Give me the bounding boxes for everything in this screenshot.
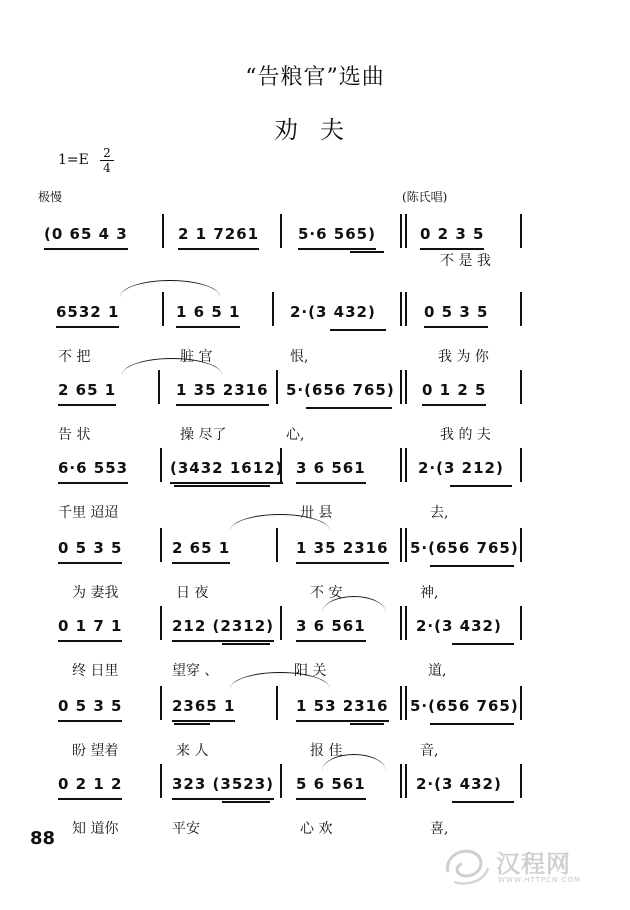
lyric-line: 不 把	[58, 349, 91, 365]
lyric-line: 报 佳	[310, 743, 343, 759]
measure: 212 (2312)	[172, 612, 274, 642]
measure: 3 6 561	[296, 454, 366, 484]
underline	[450, 485, 512, 487]
lyric-line: 道,	[428, 663, 447, 679]
double-underline	[174, 723, 210, 725]
lyric-line: 日 夜	[176, 585, 209, 601]
measure: 2365 1	[172, 692, 235, 722]
measure: 3 6 561	[296, 612, 366, 642]
double-barline	[400, 292, 407, 326]
measure: 1 35 2316	[176, 376, 269, 406]
barline	[520, 214, 522, 248]
measure: 0 1 2 5	[422, 376, 486, 406]
barline	[520, 292, 522, 326]
barline	[160, 606, 162, 640]
barline	[280, 606, 282, 640]
measure: 2·(3 432)	[416, 617, 502, 635]
lyric-line: 脏 官	[180, 349, 213, 365]
measure: 323 (3523)	[172, 770, 274, 800]
double-underline	[222, 801, 270, 803]
measure: 2 65 1	[172, 534, 230, 564]
lyric-line: 终 日里	[72, 663, 119, 679]
lyric-line: 阳 关	[294, 663, 327, 679]
double-underline	[174, 485, 270, 487]
barline	[276, 686, 278, 720]
underline	[452, 643, 514, 645]
double-barline	[400, 370, 407, 404]
page-number: 88	[30, 828, 56, 849]
measure: 0 5 3 5	[424, 298, 488, 328]
watermark-brand: 汉程网	[496, 850, 571, 878]
barline	[160, 448, 162, 482]
barline	[160, 764, 162, 798]
barline	[520, 370, 522, 404]
lyric-line: 千里 迢迢	[58, 505, 119, 521]
meter-bottom: 4	[103, 161, 111, 175]
lyric-line: 我 的 夫	[440, 427, 491, 443]
underline	[330, 329, 386, 331]
lyric-line: 心 欢	[300, 821, 333, 837]
measure: (0 65 4 3	[44, 220, 128, 250]
measure: 2·(3 432)	[416, 775, 502, 793]
lyric-line: 盼 望着	[72, 743, 119, 759]
meter-top: 2	[100, 146, 114, 161]
underline	[306, 407, 392, 409]
lyric-line: 神,	[420, 585, 439, 601]
measure: 0 2 1 2	[58, 770, 122, 800]
barline	[160, 686, 162, 720]
measure: 6532 1	[56, 298, 119, 328]
double-underline	[350, 251, 384, 253]
measure: 0 2 3 5	[420, 220, 484, 250]
lyric-line: 知 道你	[72, 821, 119, 837]
lyric-line: 卅 县	[300, 505, 333, 521]
double-barline	[400, 448, 407, 482]
measure: 5·(656 765)	[410, 539, 519, 557]
barline	[520, 764, 522, 798]
double-underline	[350, 723, 384, 725]
underline	[430, 565, 514, 567]
barline	[162, 292, 164, 326]
measure: 6·6 553	[58, 454, 128, 484]
lyric-line: 不 安	[310, 585, 343, 601]
barline	[520, 606, 522, 640]
double-barline	[400, 528, 407, 562]
tempo-marking: 极慢	[38, 190, 63, 204]
lyric-line: 音,	[420, 743, 439, 759]
lyric-line: 我 为 你	[438, 349, 489, 365]
lyric-line: 恨,	[290, 349, 309, 365]
double-barline	[400, 606, 407, 640]
measure: 5·(656 765)	[410, 697, 519, 715]
song-title: “告粮官”选曲	[245, 65, 385, 90]
measure: 2·(3 432)	[290, 303, 376, 321]
key-signature: 1=E	[58, 152, 89, 168]
singer-credit: (陈氏唱)	[402, 190, 448, 204]
measure: 1 6 5 1	[176, 298, 240, 328]
measure: 5 6 561	[296, 770, 366, 800]
time-signature	[100, 146, 114, 175]
measure: 1 35 2316	[296, 534, 389, 564]
lyric-line: 喜,	[430, 821, 449, 837]
lyric-line: 来 人	[176, 743, 209, 759]
double-barline	[400, 764, 407, 798]
barline	[520, 448, 522, 482]
lyric-line: 操 尽了	[180, 427, 227, 443]
double-barline	[400, 686, 407, 720]
lyric-line: 平安	[172, 821, 200, 837]
barline	[520, 528, 522, 562]
lyric-line: 望穿 、	[172, 663, 219, 679]
watermark-url: WWW.HTTPCN.COM	[498, 876, 581, 884]
measure: 2 1 7261	[178, 220, 259, 250]
measure: 0 1 7 1	[58, 612, 122, 642]
barline	[160, 528, 162, 562]
barline	[272, 292, 274, 326]
barline	[276, 528, 278, 562]
watermark-swirl-icon	[440, 842, 492, 888]
measure: 5·6 565)	[298, 220, 376, 250]
lyric-line: 告 状	[58, 427, 91, 443]
barline	[520, 686, 522, 720]
double-underline	[222, 643, 270, 645]
measure: 1 53 2316	[296, 692, 389, 722]
measure: 5·(656 765)	[286, 381, 395, 399]
barline	[280, 764, 282, 798]
double-barline	[400, 214, 407, 248]
lyric-line: 心,	[286, 427, 305, 443]
measure: 0 5 3 5	[58, 692, 122, 722]
lyric-line: 去,	[430, 505, 449, 521]
barline	[280, 448, 282, 482]
barline	[276, 370, 278, 404]
measure: 0 5 3 5	[58, 534, 122, 564]
underline	[430, 723, 514, 725]
measure: 2·(3 212)	[418, 459, 504, 477]
underline	[452, 801, 514, 803]
song-subtitle: 劝夫	[274, 116, 366, 144]
barline	[158, 370, 160, 404]
lyric-line: 不 是 我	[440, 253, 491, 269]
barline	[280, 214, 282, 248]
lyric-line: 为 妻我	[72, 585, 119, 601]
barline	[162, 214, 164, 248]
measure: (3432 1612)	[170, 454, 283, 484]
measure: 2 65 1	[58, 376, 116, 406]
